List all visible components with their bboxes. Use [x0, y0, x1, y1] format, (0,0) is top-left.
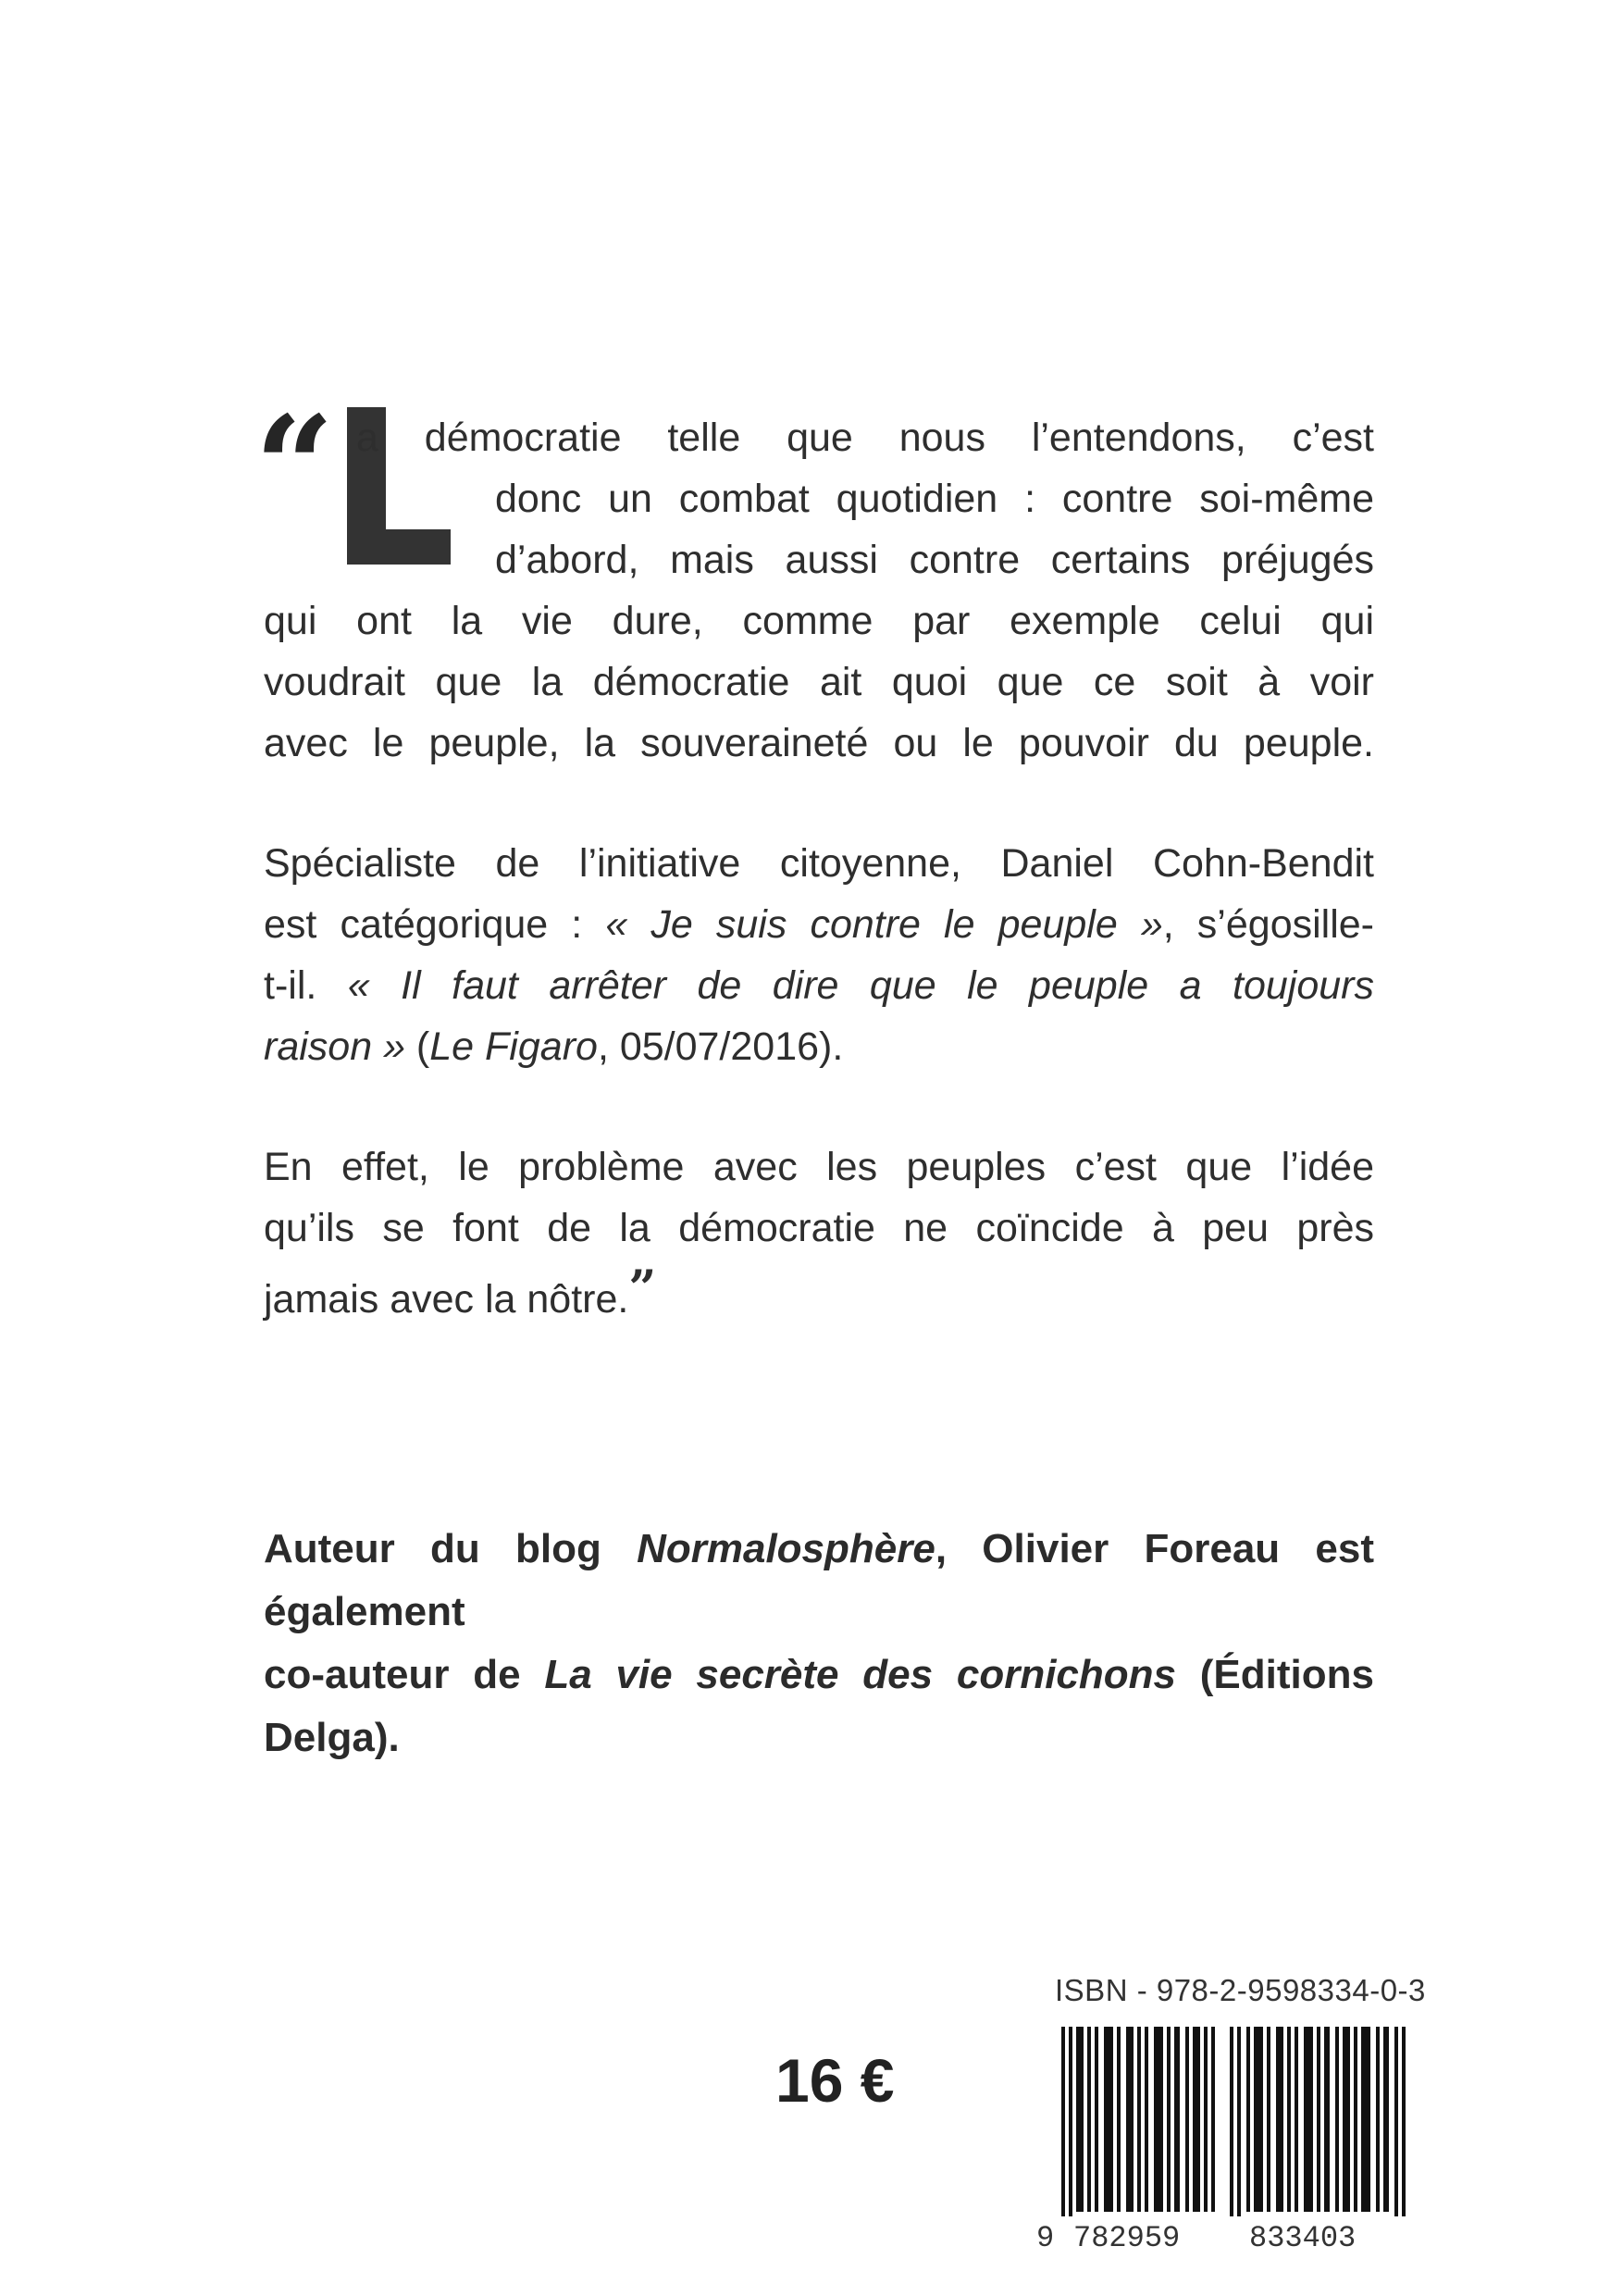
p2-line-4: raison » (Le Figaro, 05/07/2016).	[264, 1024, 844, 1069]
quote-line-3: d’abord, mais aussi contre certains préjugés	[495, 538, 1374, 582]
author-bio	[264, 1518, 1374, 1769]
isbn-label: ISBN - 978-2-9598334-0-3	[1055, 1973, 1426, 2007]
quote-line-6: avec le peuple, la souveraineté ou le pouvoir du peuple.	[264, 721, 1374, 765]
quote-line-4: qui ont la vie dure, comme par exemple celui qui	[264, 599, 1374, 643]
quote-paragraph-1	[264, 407, 1374, 774]
p3-line-2: qu’ils se font de la démocratie ne coïncide à peu près	[264, 1206, 1374, 1250]
p3-line-3: jamais avec la nôtre.”	[264, 1260, 657, 1322]
quote-line-5: voudrait que la démocratie ait quoi que ce soit à voir	[264, 660, 1374, 704]
quote-paragraph-2	[264, 833, 1374, 1077]
author-line-1: Auteur du blog Normalosphère, Olivier Foreau est également	[264, 1526, 1375, 1634]
p2-line-1: Spécialiste de l’initiative citoyenne, Daniel Cohn-Bendit	[264, 841, 1374, 886]
open-quote-mark: “	[254, 386, 335, 549]
barcode-digits-left: 782959	[1073, 2221, 1181, 2255]
barcode-digit-lead: 9	[1036, 2221, 1055, 2255]
price-label: 16 €	[775, 2046, 895, 2115]
barcode-image	[1061, 2027, 1422, 2216]
close-quote-mark: ”	[628, 1260, 657, 1317]
quote-line-2: donc un combat quotidien : contre soi-même	[495, 477, 1374, 521]
p3-line-1: En effet, le problème avec les peuples c’est que l’idée	[264, 1145, 1374, 1189]
barcode-digits-right: 833403	[1249, 2221, 1357, 2255]
p2-line-2: est catégorique : « Je suis contre le peuple », s’égosille-	[264, 902, 1375, 947]
quote-line-1: a démocratie telle que nous l’entendons, c’est	[356, 416, 1374, 460]
quote-paragraph-3	[264, 1136, 1374, 1330]
p2-line-3: t-il. « Il faut arrêter de dire que le peuple a toujours	[264, 963, 1374, 1008]
author-line-2: co-auteur de La vie secrète des cornichons (Éditions Delga).	[264, 1652, 1374, 1760]
